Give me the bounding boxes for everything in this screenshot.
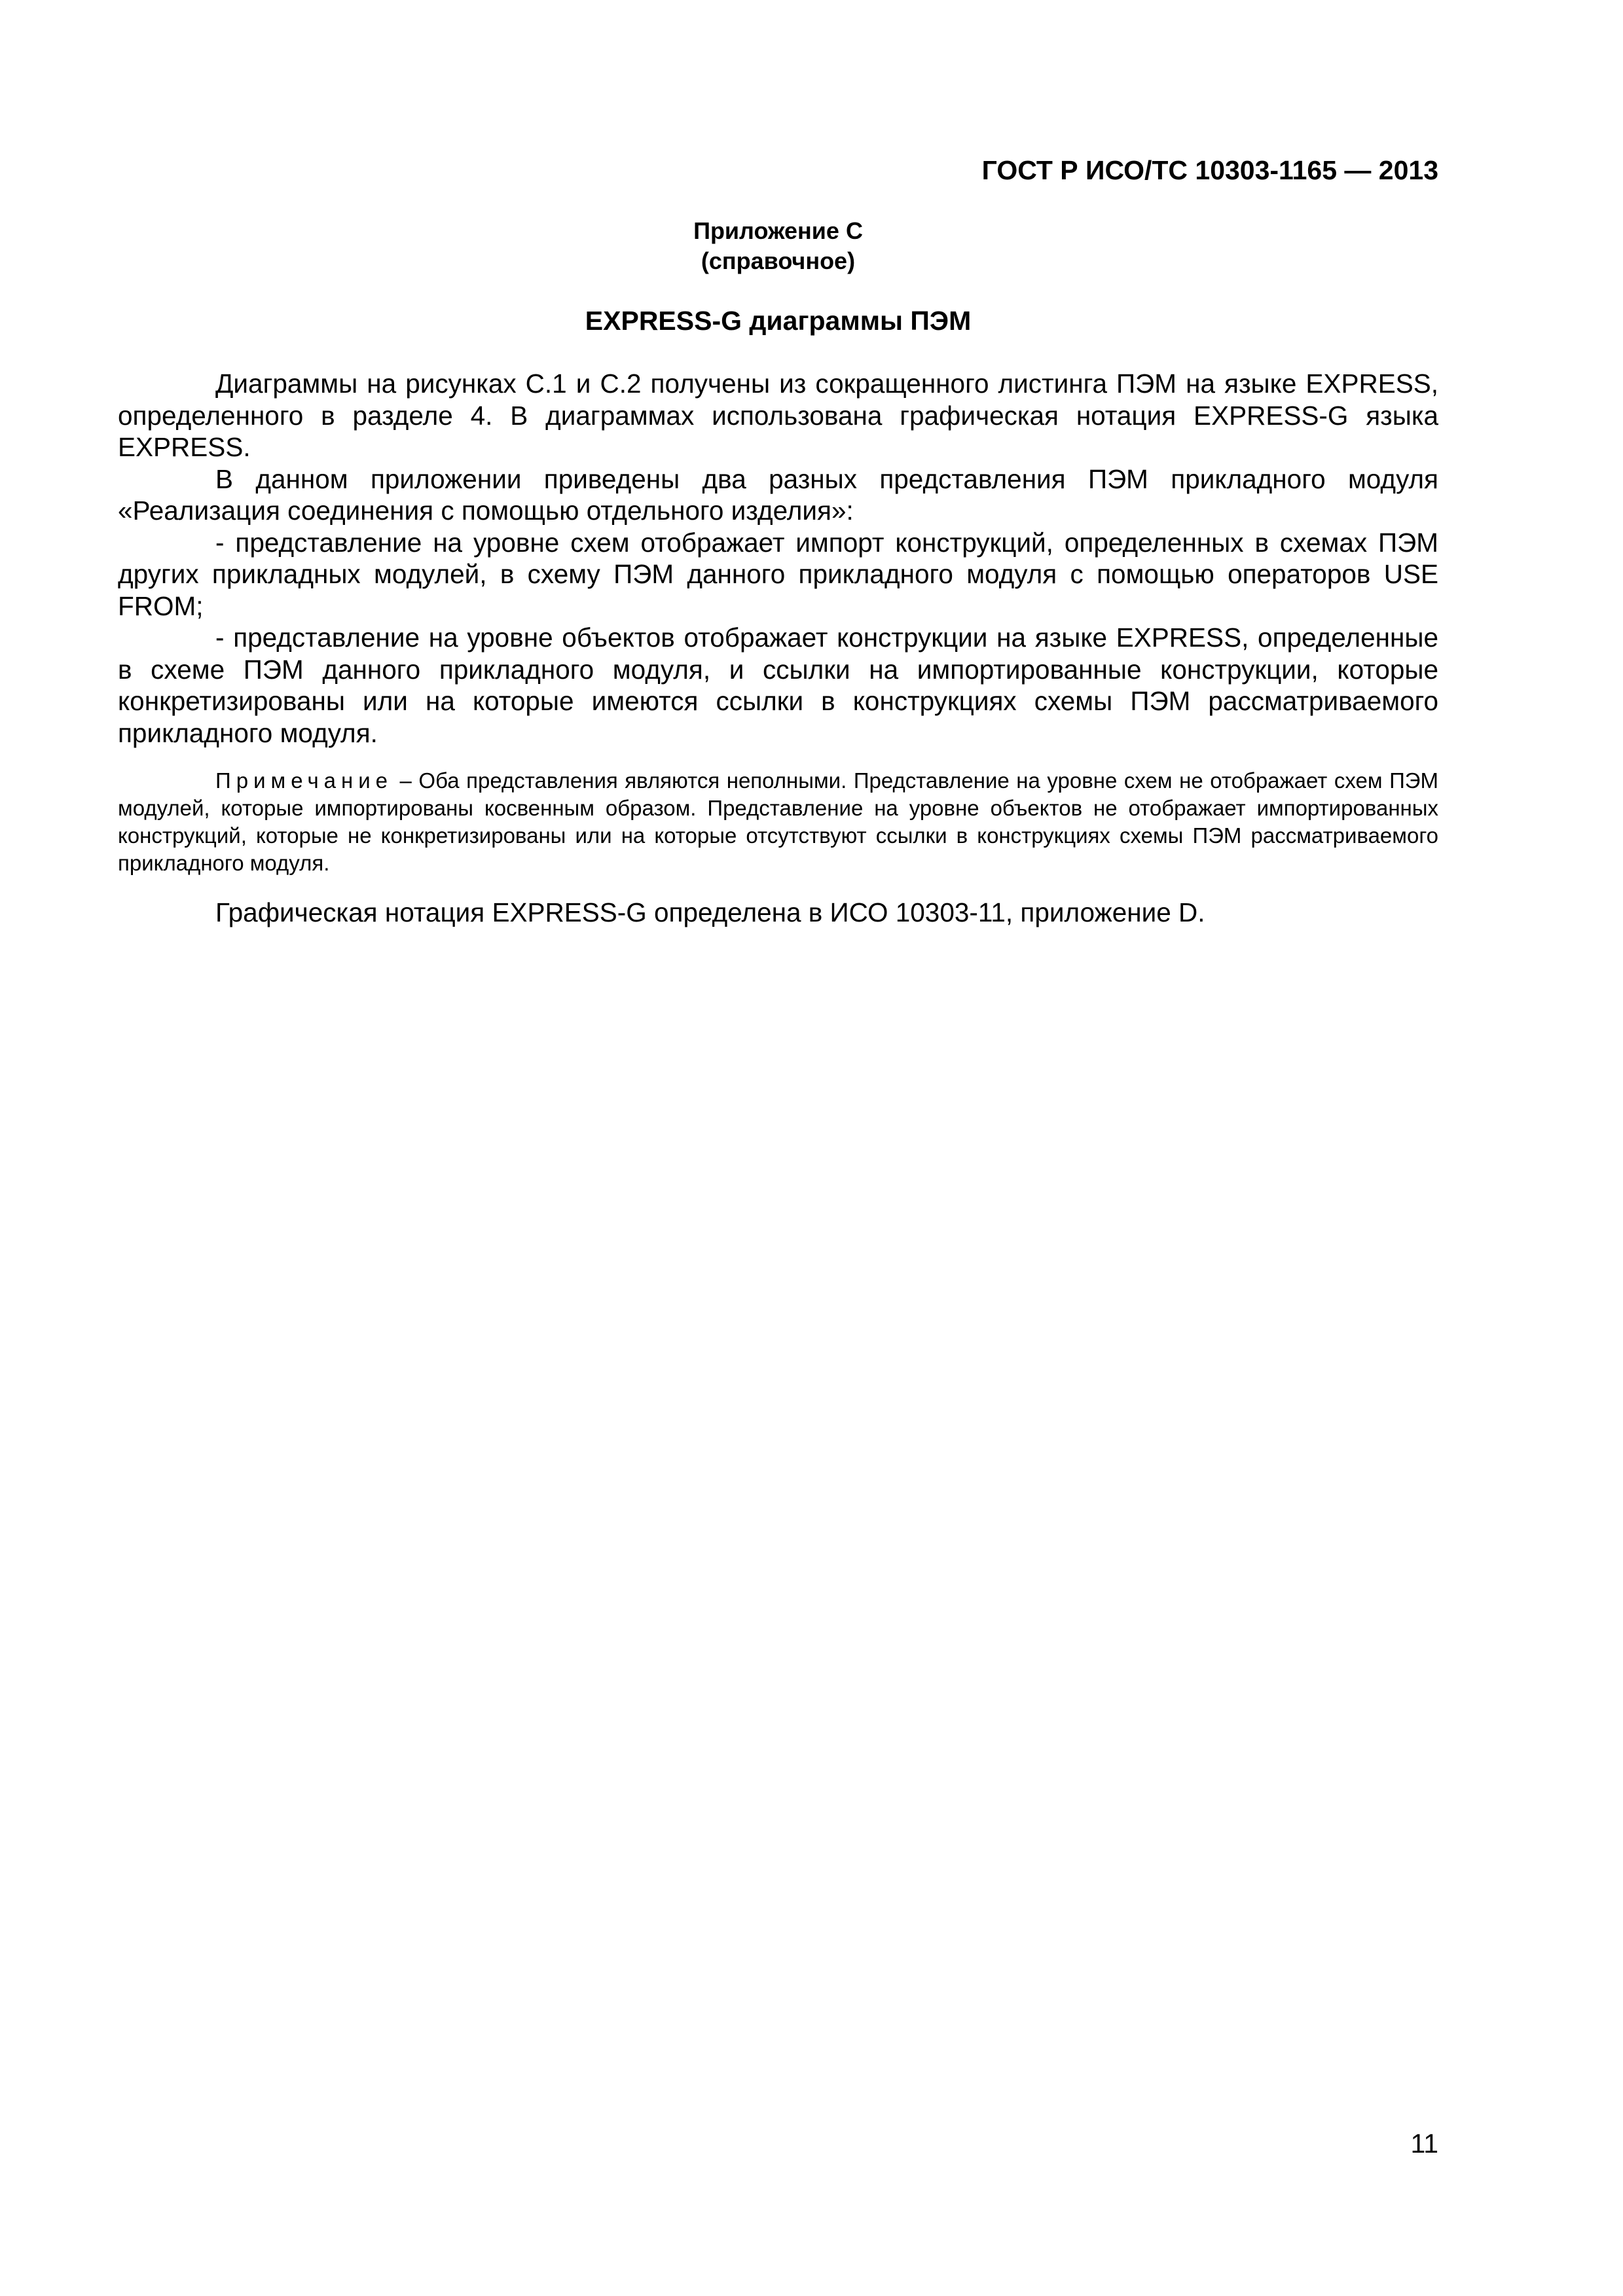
paragraph-1: Диаграммы на рисунках С.1 и С.2 получены из сокращенного листинга ПЭМ на языке EXPRESS, определенного в разделе 4. В диаграммах использована графическая нотация EXPRESS-G языка EXPRESS. [118, 368, 1438, 462]
paragraph-2: В данном приложении приведены два разных представления ПЭМ прикладного модуля «Реализация соединения с помощью отдельного изделия»: [118, 463, 1438, 526]
note-label: Примечание [215, 768, 393, 793]
appendix-title: EXPRESS-G диаграммы ПЭМ [585, 306, 972, 336]
appendix-heading [118, 216, 1438, 276]
paragraph-4: - представление на уровне объектов отображает конструкции на языке EXPRESS, определенные в схеме ПЭМ данного прикладного модуля, и ссылки на импортированные конструкции, которые конкретизированы или на которые имеются ссылки в конструкциях схемы ПЭМ рассматриваемого прикладного модуля. [118, 622, 1438, 748]
appendix-kind: (справочное) [701, 247, 856, 274]
paragraph-3: - представление на уровне схем отображает импорт конструкций, определенных в схемах ПЭМ других прикладных модулей, в схему ПЭМ данного прикладного модуля с помощью операторов USE FROM; [118, 527, 1438, 621]
document-header: ГОСТ Р ИСО/ТС 10303-1165 — 2013 [981, 155, 1438, 185]
page-number: 11 [1410, 2128, 1438, 2159]
appendix-label: Приложение С [693, 217, 863, 244]
final-paragraph: Графическая нотация EXPRESS-G определена в ИСО 10303-11, приложение D. [215, 897, 1205, 927]
body-text [118, 368, 1438, 749]
note [118, 767, 1438, 877]
note-text: – Оба представления являются неполными. Представление на уровне схем не отображает схем ПЭМ модулей, которые импортированы косвенным образом. Представление на уровне объектов не отображает импортированных конструкций, которые не конкретизированы или на которые отсутствуют ссылки в конструкциях схемы ПЭМ рассматриваемого прикладного модуля. [118, 768, 1438, 875]
